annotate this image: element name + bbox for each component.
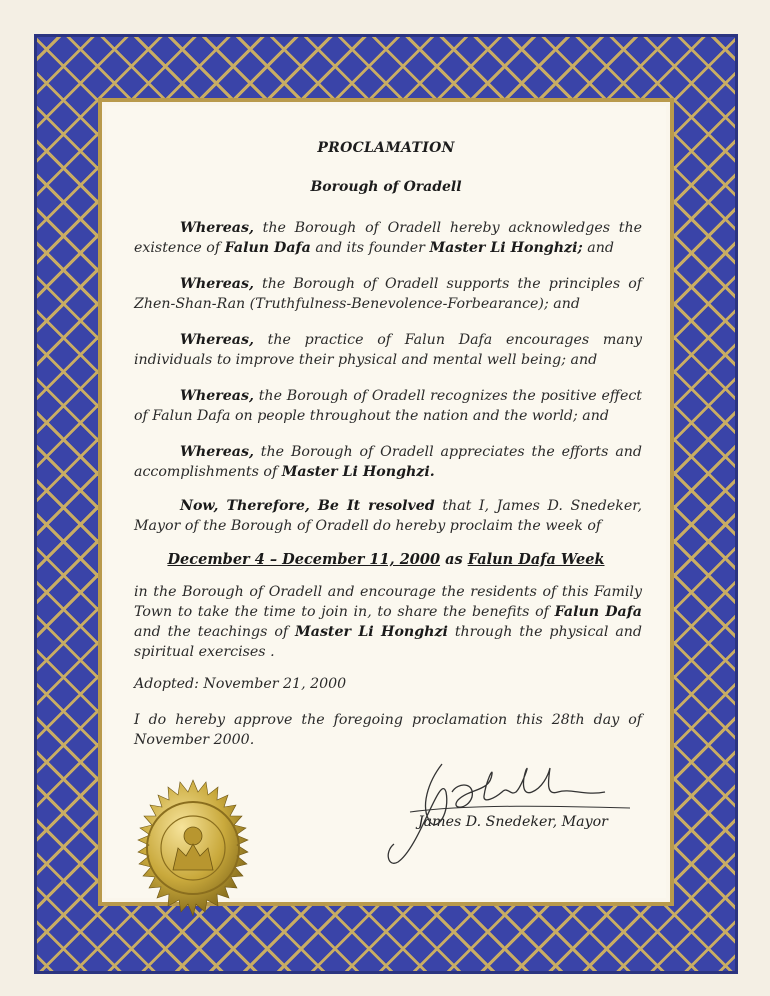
whereas-paragraph-2	[134, 274, 642, 314]
text: and its founder	[310, 240, 430, 256]
text: through the physical and spiritual exercises .	[134, 624, 642, 660]
whereas-paragraph-5	[134, 442, 642, 482]
text: and	[582, 240, 614, 256]
whereas-paragraph-3	[134, 330, 642, 370]
text: as	[440, 551, 468, 568]
bold-text: Master Li Honghzi;	[429, 240, 583, 256]
adopted-date: Adopted: November 21, 2000	[134, 676, 347, 692]
whereas-lead: Whereas,	[180, 332, 254, 348]
whereas-lead: Whereas,	[180, 276, 254, 292]
resolved-paragraph	[134, 496, 642, 536]
text: in the Borough of Oradell and encourage the residents of this Family Town to take the time to join in, to share the benefits of	[134, 584, 642, 620]
text: the Borough of Oradell hereby acknowledges the existence of	[134, 220, 642, 256]
bold-text: Master Li Honghzi	[295, 624, 448, 640]
document-subtitle: Borough of Oradell	[310, 179, 462, 195]
text: and the teachings of	[134, 624, 296, 640]
proclamation-dates	[106, 550, 666, 570]
whereas-lead: Whereas,	[180, 444, 254, 460]
text: the practice of Falun Dafa encourages many individuals to improve their physical and mental well being; and	[134, 332, 642, 368]
approval-statement: I do hereby approve the foregoing proclamation this 28th day of November 2000.	[134, 712, 642, 748]
signer-name: James D. Snedeker, Mayor	[418, 814, 608, 830]
whereas-paragraph-4	[134, 386, 642, 426]
closing-paragraph	[134, 582, 642, 662]
gold-borough-seal	[118, 778, 268, 928]
text: the Borough of Oradell recognizes the positive effect of Falun Dafa on people throughout the nation and the world; and	[134, 388, 642, 424]
whereas-lead: Whereas,	[180, 388, 254, 404]
date-range: December 4 – December 11, 2000	[167, 551, 441, 568]
text: that I, James D. Snedeker, Mayor of the Borough of Oradell do hereby proclaim the week of	[134, 498, 642, 534]
bold-text: Falun Dafa	[224, 240, 311, 256]
handwritten-signature	[380, 752, 650, 872]
document-title: PROCLAMATION	[317, 140, 455, 156]
resolved-lead: Now, Therefore, Be It resolved	[180, 498, 435, 514]
week-name: Falun Dafa Week	[467, 551, 605, 568]
text: the Borough of Oradell appreciates the efforts and accomplishments of	[134, 444, 642, 480]
whereas-paragraph-1	[134, 218, 642, 258]
bold-text: Master Li Honghzi.	[281, 464, 435, 480]
text: the Borough of Oradell supports the principles of Zhen-Shan-Ran (Truthfulness-Benevolence-Forbearance); and	[134, 276, 642, 312]
bold-text: Falun Dafa	[554, 604, 642, 620]
whereas-lead: Whereas,	[180, 220, 254, 236]
